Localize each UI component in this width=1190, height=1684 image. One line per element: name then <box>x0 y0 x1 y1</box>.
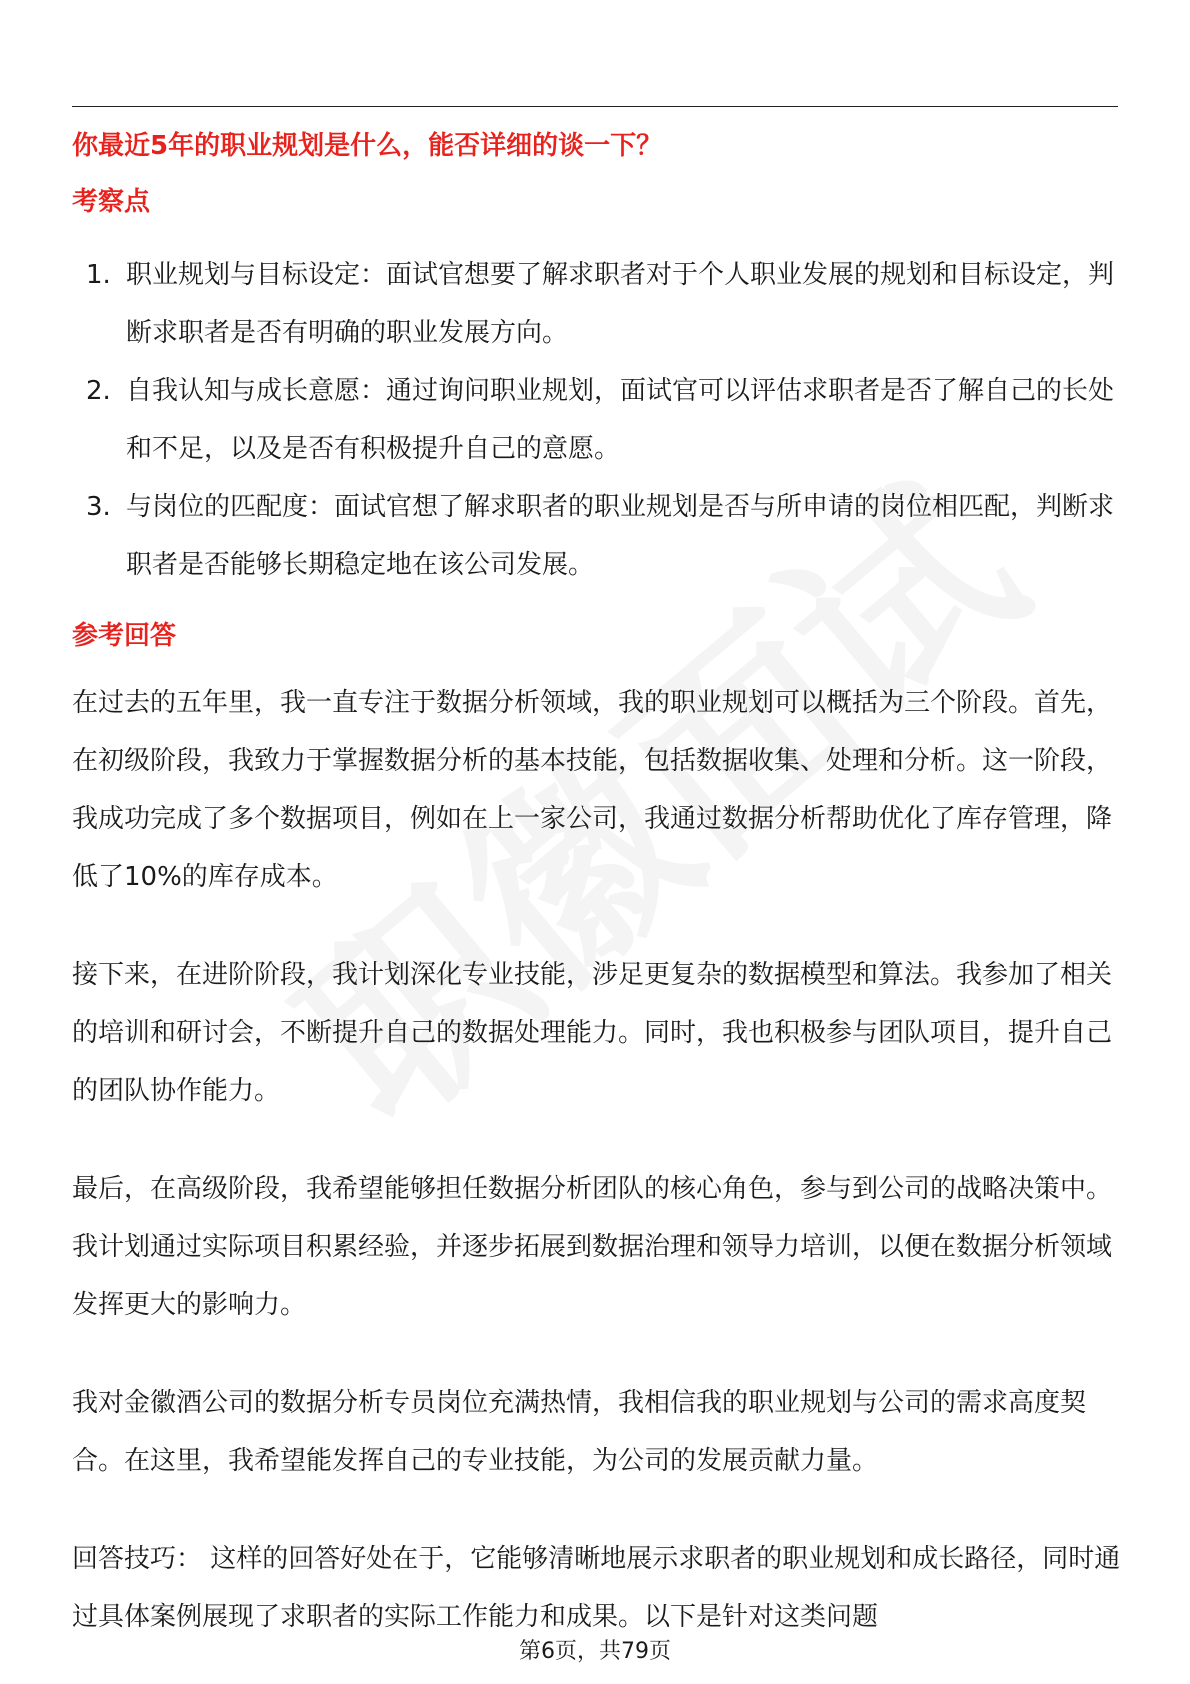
answer-paragraph: 最后，在高级阶段，我希望能够担任数据分析团队的核心角色，参与到公司的战略决策中。我计划通过实际项目积累经验，并逐步拓展到数据治理和领导力培训，以便在数据分析领域发挥更大的影响力。 <box>72 1174 1113 1320</box>
answer-paragraph: 我对金徽酒公司的数据分析专员岗位充满热情，我相信我的职业规划与公司的需求高度契合。在这里，我希望能发挥自己的专业技能，为公司的发展贡献力量。 <box>72 1388 1087 1476</box>
focus-item <box>72 246 1122 362</box>
focus-item-number: 2. <box>86 376 111 406</box>
answer-paragraph: 在过去的五年里，我一直专注于数据分析领域，我的职业规划可以概括为三个阶段。首先，在初级阶段，我致力于掌握数据分析的基本技能，包括数据收集、处理和分析。这一阶段，我成功完成了多个数据项目，例如在上一家公司，我通过数据分析帮助优化了库存管理，降低了10%的库存成本。 <box>72 688 1113 892</box>
focus-item-number: 3. <box>86 492 111 522</box>
focus-item-text: 与岗位的匹配度：面试官想了解求职者的职业规划是否与所申请的岗位相匹配，判断求职者是否能够长期稳定地在该公司发展。 <box>126 492 1115 580</box>
page-number-footer: 第6页，共79页 <box>519 1639 671 1664</box>
top-divider <box>72 106 1118 107</box>
focus-item <box>72 362 1122 478</box>
answer-paragraph: 接下来，在进阶阶段，我计划深化专业技能，涉足更复杂的数据模型和算法。我参加了相关的培训和研讨会，不断提升自己的数据处理能力。同时，我也积极参与团队项目，提升自己的团队协作能力。 <box>72 960 1113 1106</box>
focus-item <box>72 478 1122 594</box>
document-body <box>72 118 1122 1646</box>
answer-heading: 参考回答 <box>72 621 177 651</box>
focus-item-text: 职业规划与目标设定：面试官想要了解求职者对于个人职业发展的规划和目标设定，判断求职者是否有明确的职业发展方向。 <box>126 260 1115 348</box>
focus-heading: 考察点 <box>72 187 151 217</box>
answer-tips-paragraph: 回答技巧： 这样的回答好处在于，它能够清晰地展示求职者的职业规划和成长路径，同时通过具体案例展现了求职者的实际工作能力和成果。以下是针对这类问题 <box>72 1544 1121 1632</box>
focus-item-text: 自我认知与成长意愿：通过询问职业规划，面试官可以评估求职者是否了解自己的长处和不足，以及是否有积极提升自己的意愿。 <box>126 376 1115 464</box>
focus-list <box>72 246 1122 594</box>
focus-item-number: 1. <box>86 260 111 290</box>
question-title: 你最近5年的职业规划是什么，能否详细的谈一下？ <box>72 131 663 161</box>
